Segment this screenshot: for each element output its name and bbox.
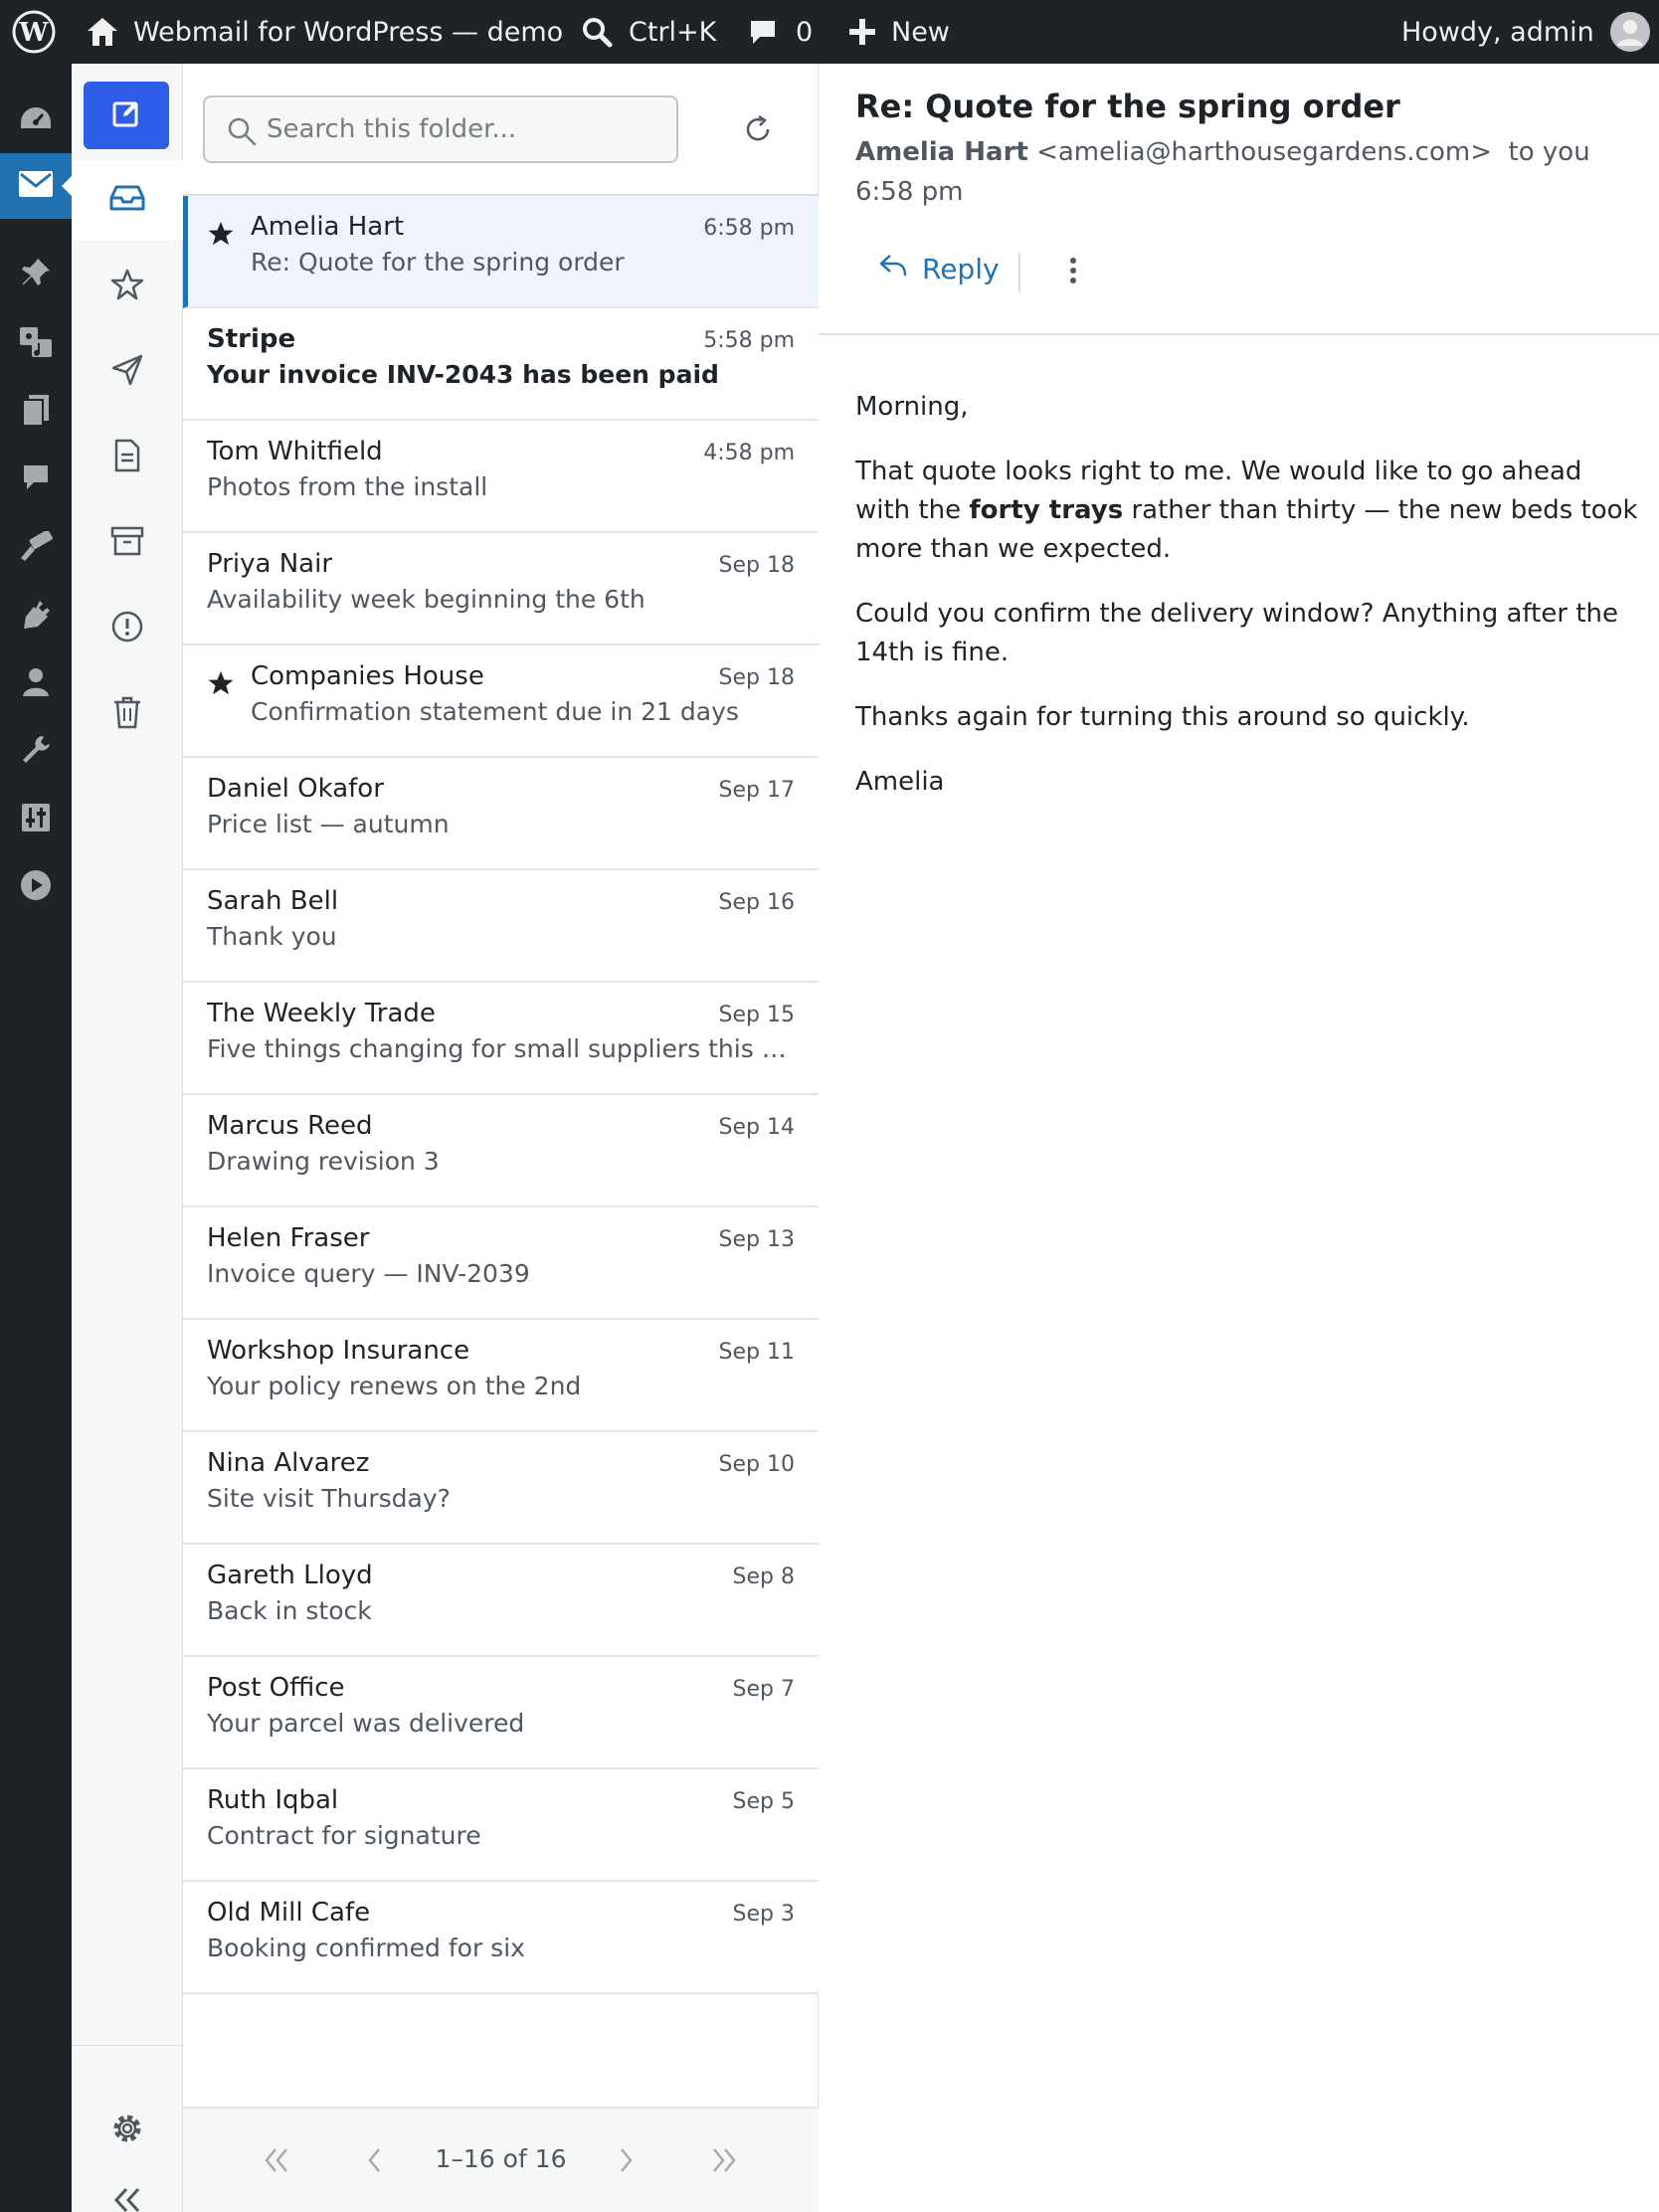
alert-circle-icon	[110, 610, 144, 647]
body-text: That quote looks right to me. We would like to go ahead with the	[855, 457, 1582, 525]
folder-archive[interactable]	[72, 503, 183, 583]
search-box	[203, 95, 678, 163]
menu-media[interactable]	[0, 316, 72, 372]
reply-arrow-icon	[878, 253, 922, 285]
message-subject: Confirmation statement due in 21 days	[251, 697, 739, 726]
menu-posts[interactable]	[0, 247, 72, 302]
media-icon	[18, 325, 54, 363]
folder-starred[interactable]	[72, 247, 183, 326]
message-subject: Price list — autumn	[207, 810, 450, 838]
more-actions-button[interactable]	[1053, 251, 1093, 294]
message-row[interactable]	[183, 1432, 819, 1545]
pagination	[183, 2109, 819, 2212]
kebab-menu-icon	[1069, 257, 1077, 288]
pages-icon	[21, 393, 51, 431]
folder-rail	[72, 64, 183, 2212]
trash-icon	[112, 695, 142, 733]
rail-divider	[72, 2045, 183, 2046]
menu-users[interactable]	[0, 656, 72, 712]
message-sender: Amelia Hart	[251, 212, 405, 242]
play-circle-icon	[19, 868, 53, 906]
star-filled-icon[interactable]	[207, 669, 235, 701]
message-subject: Your policy renews on the 2nd	[207, 1372, 582, 1400]
comments-count: 0	[796, 16, 814, 48]
menu-plugins[interactable]	[0, 589, 72, 645]
folder-drafts[interactable]	[72, 418, 183, 497]
message-time: 6:58 pm	[855, 177, 964, 207]
collapse-rail-button[interactable]	[72, 2162, 183, 2212]
message-subject: Availability week beginning the 6th	[207, 585, 645, 614]
message-row[interactable]	[183, 870, 819, 983]
body-text: rather than thirty — the new beds took more than we expected.	[855, 495, 1638, 564]
message-row[interactable]	[183, 421, 819, 533]
reply-label: Reply	[922, 252, 1000, 285]
message-date: Sep 15	[718, 1003, 795, 1027]
new-label: New	[891, 16, 950, 48]
recipient: to you	[1508, 137, 1590, 167]
body-bold-text: forty trays	[969, 495, 1124, 525]
reply-button[interactable]	[878, 241, 1000, 296]
message-date: Sep 18	[718, 665, 795, 690]
user-icon	[21, 666, 51, 702]
message-date: Sep 18	[718, 553, 795, 578]
message-subject: Back in stock	[207, 1596, 372, 1625]
pushpin-icon	[20, 257, 52, 292]
double-chevron-left-icon	[112, 2186, 142, 2212]
message-sender: Ruth Iqbal	[207, 1785, 339, 1815]
message-row[interactable]	[183, 1769, 819, 1882]
header-divider	[819, 333, 1659, 335]
comment-icon	[748, 17, 778, 47]
site-name: Webmail for WordPress — demo	[133, 16, 564, 48]
new-content-link[interactable]	[847, 0, 950, 64]
message-date: Sep 13	[718, 1227, 795, 1252]
message-subject: Thank you	[207, 922, 337, 951]
message-sender: Nina Alvarez	[207, 1448, 370, 1478]
wordpress-logo-icon[interactable]	[12, 0, 56, 64]
sliders-icon	[20, 802, 52, 837]
message-sender: Post Office	[207, 1673, 345, 1703]
folder-spam[interactable]	[72, 589, 183, 668]
search-icon	[581, 16, 613, 48]
archive-box-icon	[110, 525, 144, 561]
message-sender: Gareth Lloyd	[207, 1561, 373, 1590]
plus-icon	[847, 17, 877, 47]
message-row[interactable]	[183, 983, 819, 1095]
body-paragraph: Could you confirm the delivery window? Anything after the 14th is fine.	[855, 599, 1618, 667]
message-sender: Companies House	[251, 661, 484, 691]
star-outline-icon	[110, 268, 144, 305]
howdy-label: Howdy, admin	[1401, 16, 1594, 48]
menu-tools[interactable]	[0, 724, 72, 780]
message-subject: Invoice query — INV-2039	[207, 1259, 530, 1288]
search-icon	[227, 116, 257, 150]
folder-trash[interactable]	[72, 674, 183, 754]
command-search-link[interactable]	[581, 0, 716, 64]
message-date: Sep 7	[732, 1677, 795, 1702]
message-from	[855, 137, 1590, 167]
comment-icon	[21, 462, 51, 496]
message-subject: Photos from the install	[207, 472, 488, 501]
send-icon	[110, 353, 144, 391]
page-info: 1–16 of 16	[435, 2144, 567, 2173]
svg-text:W: W	[19, 18, 49, 48]
message-row[interactable]	[183, 1545, 819, 1657]
menu-settings[interactable]	[0, 792, 72, 847]
folder-inbox[interactable]	[72, 160, 183, 240]
plug-icon	[20, 599, 52, 635]
dashboard-gauge-icon	[19, 104, 53, 138]
site-name-link[interactable]	[86, 0, 563, 64]
message-subject: Contract for signature	[207, 1821, 481, 1850]
message-date: Sep 16	[718, 890, 795, 915]
message-date: 5:58 pm	[703, 328, 795, 353]
search-shortcut: Ctrl+K	[629, 16, 717, 48]
comments-link[interactable]	[748, 0, 813, 64]
message-row[interactable]	[183, 1657, 819, 1769]
message-date: Sep 5	[732, 1789, 795, 1814]
refresh-button[interactable]	[730, 103, 786, 159]
toolbar-divider	[1018, 253, 1020, 292]
wrench-icon	[20, 734, 52, 770]
message-sender: Workshop Insurance	[207, 1336, 470, 1366]
message-row[interactable]	[183, 1320, 819, 1432]
message-sender: Marcus Reed	[207, 1111, 373, 1141]
message-sender: Priya Nair	[207, 549, 333, 579]
message-title: Re: Quote for the spring order	[855, 88, 1400, 125]
envelope-icon	[18, 170, 54, 202]
message-subject: Booking confirmed for six	[207, 1934, 525, 1962]
message-date: Sep 14	[718, 1115, 795, 1140]
message-date: 6:58 pm	[703, 216, 795, 241]
star-filled-icon[interactable]	[207, 220, 235, 252]
message-row[interactable]	[183, 308, 819, 421]
message-row[interactable]	[183, 1095, 819, 1207]
admin-menu	[0, 64, 72, 2212]
message-date: Sep 17	[718, 778, 795, 803]
message-row[interactable]	[183, 533, 819, 645]
inbox-icon	[109, 184, 145, 216]
last-page-icon[interactable]	[710, 2140, 738, 2180]
message-rows	[183, 196, 819, 1994]
avatar	[1610, 12, 1650, 52]
next-page-icon[interactable]	[617, 2140, 637, 2180]
folder-sent[interactable]	[72, 332, 183, 412]
message-date: Sep 3	[732, 1902, 795, 1927]
menu-dashboard[interactable]	[0, 93, 72, 149]
message-subject: Five things changing for small suppliers this …	[207, 1034, 787, 1063]
message-list-pane	[183, 64, 819, 2212]
message-row[interactable]	[183, 645, 819, 758]
message-subject: Your invoice INV-2043 has been paid	[207, 360, 719, 389]
message-subject: Re: Quote for the spring order	[251, 248, 625, 276]
menu-collapse[interactable]	[0, 859, 72, 915]
message-sender: Tom Whitfield	[207, 437, 383, 466]
mail-settings-button[interactable]	[72, 2091, 183, 2170]
message-subject: Drawing revision 3	[207, 1147, 440, 1176]
message-date: Sep 10	[718, 1452, 795, 1477]
body-paragraph: Thanks again for turning this around so quickly.	[855, 702, 1470, 732]
message-sender: Old Mill Cafe	[207, 1898, 371, 1928]
from-email: <amelia@harthousegardens.com>	[1036, 137, 1492, 167]
from-name: Amelia Hart	[855, 137, 1028, 167]
message-subject: Your parcel was delivered	[207, 1709, 525, 1738]
paintbrush-icon	[18, 531, 54, 567]
message-date: Sep 11	[718, 1340, 795, 1365]
message-body	[855, 388, 1641, 828]
reading-pane	[819, 64, 1659, 2212]
draft-document-icon	[113, 439, 141, 476]
message-sender: Sarah Bell	[207, 886, 339, 916]
message-row[interactable]	[183, 196, 819, 308]
compose-button[interactable]	[84, 82, 169, 149]
menu-webmail[interactable]	[0, 153, 72, 219]
home-icon	[86, 16, 119, 48]
message-subject: Site visit Thursday?	[207, 1484, 451, 1513]
compose-pencil-icon	[111, 98, 141, 132]
refresh-icon	[743, 114, 773, 148]
message-row[interactable]	[183, 1207, 819, 1320]
search-input[interactable]	[267, 97, 664, 161]
body-paragraph	[855, 453, 1641, 569]
message-row[interactable]	[183, 758, 819, 870]
message-sender: The Weekly Trade	[207, 999, 436, 1028]
admin-bar	[0, 0, 1659, 64]
message-sender: Daniel Okafor	[207, 774, 384, 804]
body-signoff: Amelia	[855, 767, 945, 797]
menu-appearance[interactable]	[0, 521, 72, 577]
message-sender: Helen Fraser	[207, 1223, 370, 1253]
gear-icon	[110, 2112, 144, 2149]
message-row[interactable]	[183, 1882, 819, 1994]
my-account-link[interactable]	[1401, 0, 1650, 64]
message-sender: Stripe	[207, 324, 296, 354]
body-greeting: Morning,	[855, 392, 969, 422]
menu-comments[interactable]	[0, 452, 72, 507]
message-date: Sep 8	[732, 1565, 795, 1589]
menu-pages[interactable]	[0, 384, 72, 440]
message-date: 4:58 pm	[703, 441, 795, 465]
